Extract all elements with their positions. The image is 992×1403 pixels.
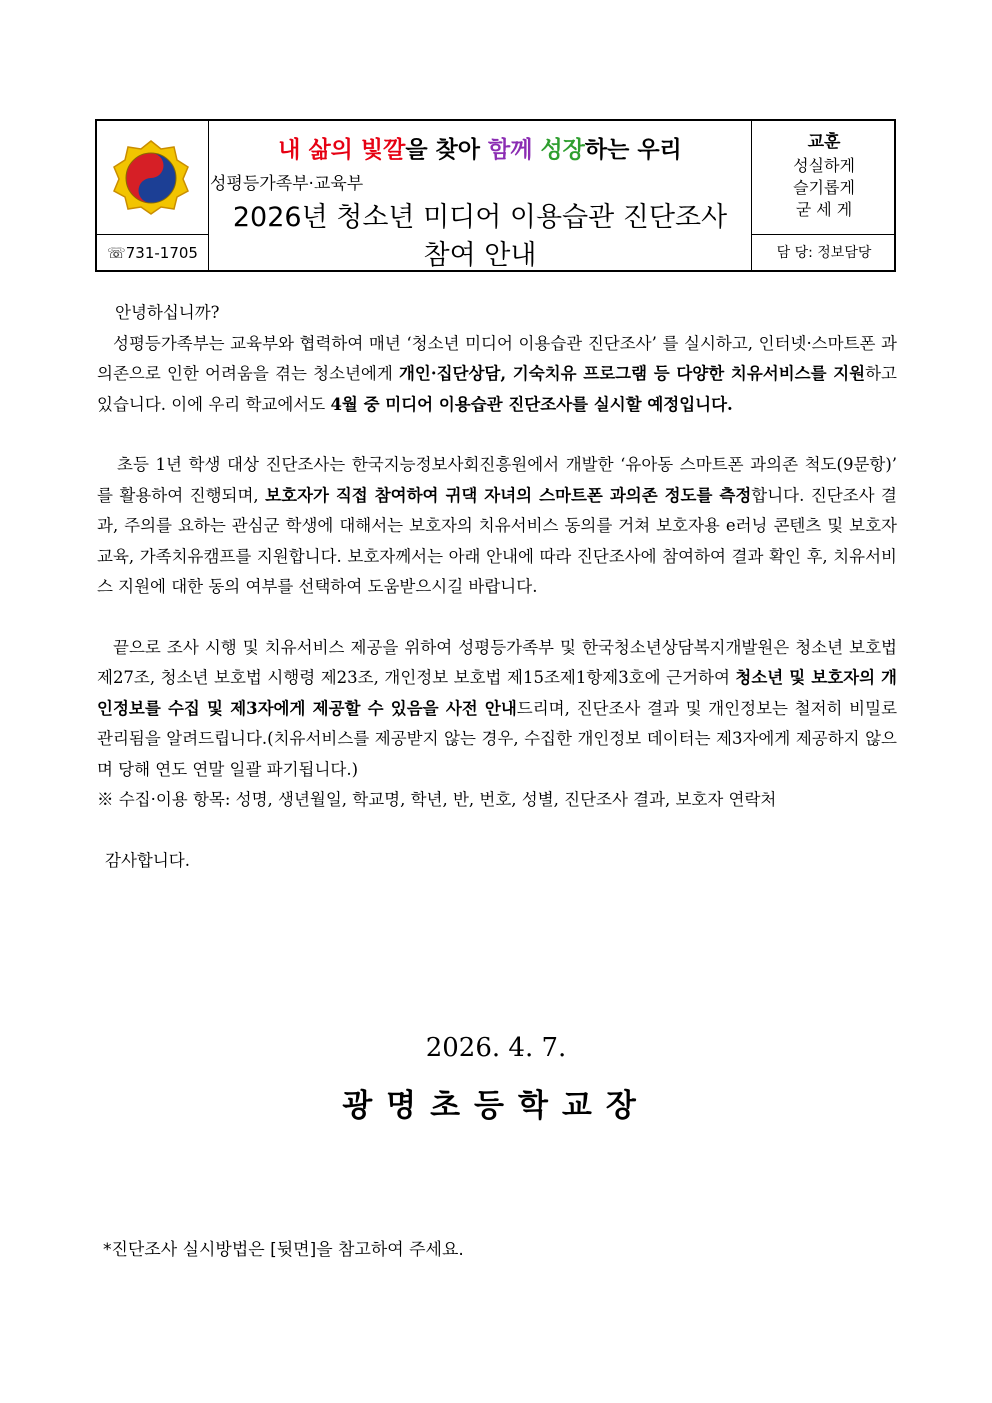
paragraph-survey <box>97 450 897 603</box>
signer-name: 광명초등학교장 <box>342 1088 650 1124</box>
slogan-segment: 함께 <box>488 137 533 163</box>
emphasis-text: 청소년 및 보호자의 개인정보를 수집 및 제3자에게 제공할 수 있음을 사전 안내 <box>97 668 897 718</box>
document-title: 2026년 청소년 미디어 이용습관 진단조사 <box>232 202 728 233</box>
motto-line: 슬기롭게 <box>793 178 855 197</box>
slogan-segment: 하는 우리 <box>584 137 682 163</box>
school-motto <box>752 129 896 221</box>
motto-line: 성실하게 <box>793 156 855 175</box>
slogan-segment: 성장 <box>540 137 585 163</box>
emphasis-text: 4월 중 미디어 이용습관 진단조사를 실시할 예정입니다. <box>330 394 733 414</box>
paragraph-intro <box>97 329 897 421</box>
body-text: 끝으로 조사 시행 및 치유서비스 제공을 위하여 성평등가족부 및 한국청소년상담복지개발원은 청소년 보호법 제27조, 청소년 보호법 시행령 제23조, 개인정보 보호법 제15조제1항제3호에 근거하여 <box>97 637 897 687</box>
slogan-segment: 내 삶의 빛깔 <box>278 137 406 163</box>
paragraph-privacy <box>97 633 897 786</box>
body-text: 드리며, 진단조사 결과 및 개인정보는 철저히 비밀로 관리됨을 알려드립니다.(치유서비스를 제공받지 않는 경우, 수집한 개인정보 데이터는 제3자에게 제공하지 않으며 당해 연도 연말 일괄 파기됩니다.) <box>97 698 898 779</box>
emphasis-text: 보호자가 직접 참여하여 귀댁 자녀의 스마트폰 과의존 정도를 측정 <box>265 485 752 505</box>
motto-line: 굳 세 게 <box>795 200 853 219</box>
footnote: *진단조사 실시방법은 [뒷면]을 참고하여 주세요. <box>103 1240 464 1260</box>
document-subtitle: 참여 안내 <box>423 240 537 271</box>
motto-title: 교훈 <box>807 132 841 152</box>
letter-body <box>97 298 897 876</box>
body-text: 하고 있습니다. 이에 우리 학교에서도 <box>97 364 897 414</box>
emphasis-text: 개인·집단상담, 기숙치유 프로그램 등 다양한 치유서비스를 지원 <box>398 364 866 383</box>
letter-header <box>95 119 896 272</box>
school-slogan <box>209 131 751 164</box>
school-emblem-logo <box>111 139 191 215</box>
body-text: 성평등가족부는 교육부와 협력하여 매년 ‘청소년 미디어 이용습관 진단조사’ 를 실시하고, 인터넷·스마트폰 과의존으로 인한 어려움을 겪는 청소년에게 <box>97 333 897 383</box>
manager-label: 담 당: 정보담당 <box>776 245 872 261</box>
collection-items-note: ※ 수집·이용 항목: 성명, 생년월일, 학교명, 학년, 반, 번호, 성별, 진단조사 결과, 보호자 연락처 <box>97 790 777 809</box>
department-label: 성평등가족부·교육부 <box>210 174 364 194</box>
phone-number: ☏731-1705 <box>107 244 198 262</box>
slogan-segment: 을 찾아 <box>405 137 488 163</box>
thanks-text: 감사합니다. <box>105 850 190 870</box>
body-text: 초등 1년 학생 대상 진단조사는 한국지능정보사회진흥원에서 개발한 ‘유아동 스마트폰 과의존 척도(9문항)’ 를 활용하여 진행되며, <box>97 455 897 505</box>
greeting: 안녕하십니까? <box>115 303 220 322</box>
letter-date: 2026. 4. 7. <box>425 1033 567 1063</box>
body-text: 합니다. 진단조사 결과, 주의를 요하는 관심군 학생에 대해서는 보호자의 치유서비스 동의를 거쳐 보호자용 e러닝 콘텐츠 및 보호자 교육, 가족치유캠프를 지원합니다. 보호자께서는 아래 안내에 따라 진단조사에 참여하여 결과 확인 후, 치유서비스 지원에 대한 동의 여부를 선택하여 도움받으시길 바랍니다. <box>97 485 897 596</box>
